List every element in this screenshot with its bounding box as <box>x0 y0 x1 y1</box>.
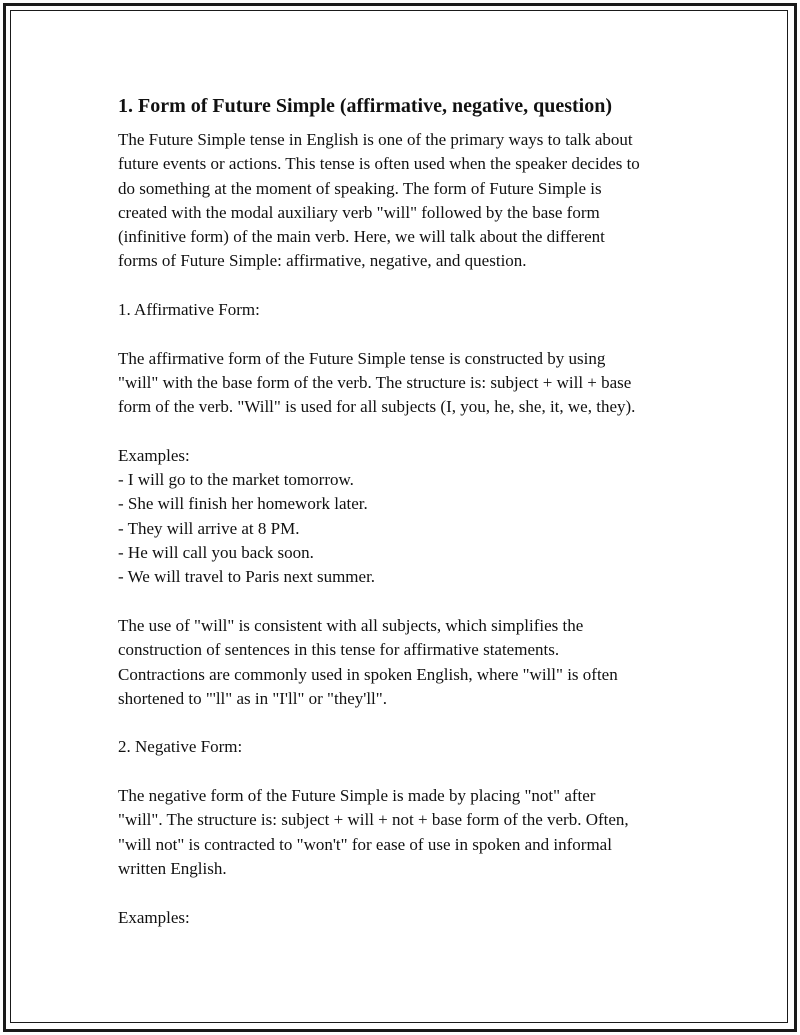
example-item: - I will go to the market tomorrow. <box>118 470 354 490</box>
examples-label: Examples: <box>118 445 190 465</box>
text-line: "will". The structure is: subject + will + not + base form of the verb. Often, <box>118 810 629 830</box>
example-item: - He will call you back soon. <box>118 543 314 563</box>
negative-description <box>118 784 698 881</box>
document-body <box>118 92 698 930</box>
text-line: The negative form of the Future Simple is made by placing "not" after <box>118 786 596 806</box>
example-item: - We will travel to Paris next summer. <box>118 567 376 587</box>
text-line: "will" with the base form of the verb. The structure is: subject + will + base <box>118 372 632 392</box>
text-line: created with the modal auxiliary verb "will" followed by the base form <box>118 202 600 222</box>
negative-examples-label: Examples: <box>118 907 190 927</box>
affirmative-description <box>118 347 698 420</box>
text-line: shortened to "'ll" as in "I'll" or "they'll". <box>118 688 387 708</box>
affirmative-note <box>118 614 698 711</box>
text-line: do something at the moment of speaking. The form of Future Simple is <box>118 178 602 198</box>
affirmative-title: 1. Affirmative Form: <box>118 300 260 320</box>
section-heading: 1. Form of Future Simple (affirmative, negative, question) <box>118 95 612 117</box>
text-line: forms of Future Simple: affirmative, negative, and question. <box>118 251 527 271</box>
example-item: - They will arrive at 8 PM. <box>118 518 300 538</box>
text-line: The use of "will" is consistent with all subjects, which simplifies the <box>118 615 584 635</box>
intro-paragraph <box>118 128 698 274</box>
text-line: written English. <box>118 858 227 878</box>
text-line: Contractions are commonly used in spoken English, where "will" is often <box>118 664 618 684</box>
text-line: form of the verb. "Will" is used for all subjects (I, you, he, she, it, we, they). <box>118 397 636 417</box>
text-line: The affirmative form of the Future Simple tense is constructed by using <box>118 348 606 368</box>
text-line: The Future Simple tense in English is one of the primary ways to talk about <box>118 130 633 149</box>
text-line: construction of sentences in this tense for affirmative statements. <box>118 640 560 660</box>
negative-title: 2. Negative Form: <box>118 737 243 757</box>
text-line: future events or actions. This tense is often used when the speaker decides to <box>118 154 640 174</box>
text-line: (infinitive form) of the main verb. Here, we will talk about the different <box>118 227 605 247</box>
affirmative-examples <box>118 444 698 590</box>
text-line: "will not" is contracted to "won't" for ease of use in spoken and informal <box>118 834 612 854</box>
example-item: - She will finish her homework later. <box>118 494 368 514</box>
